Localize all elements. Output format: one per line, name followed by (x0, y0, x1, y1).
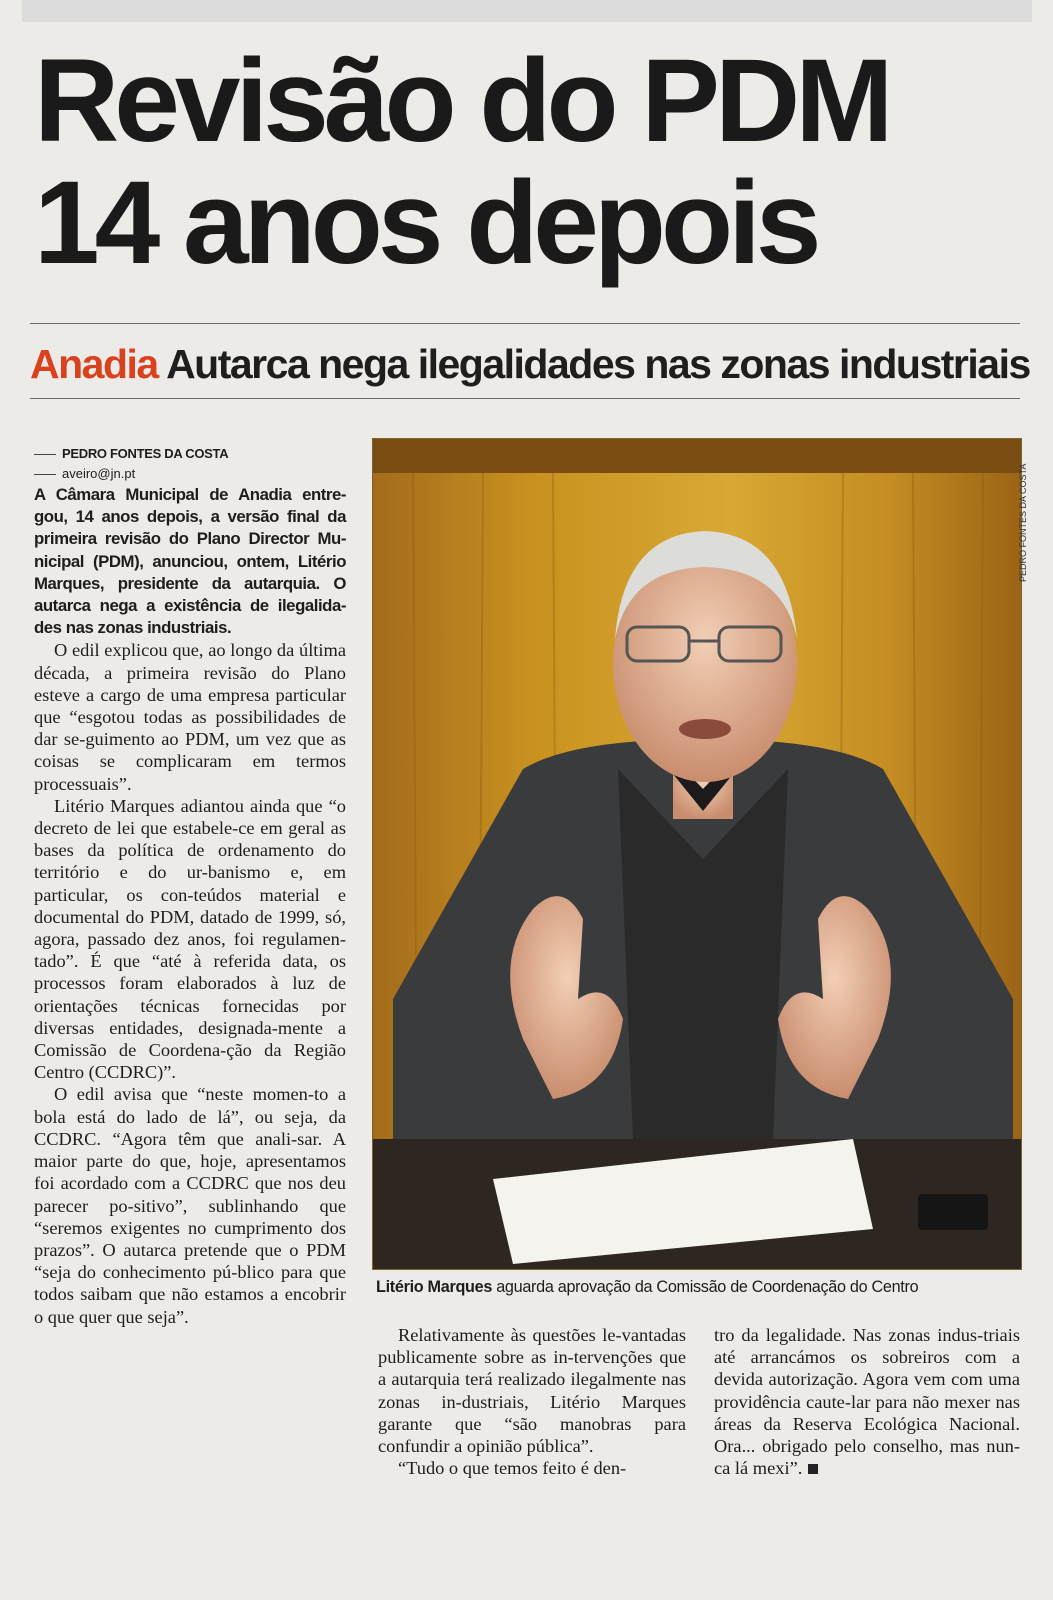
article-column-2 (378, 1324, 686, 1479)
caption-text: aguarda aprovação da Comissão de Coordenação do Centro (496, 1278, 919, 1296)
final-paragraph-text: tro da legalidade. Nas zonas indus-triais até arrancámos os sobreiros com a devida autorização. Agora vem com uma providência caute-lar para não mexer nas áreas da Reserva Ecológica Nacional. Ora... obrigado pelo conselho, mas nun-ca lá mexi”. (714, 1325, 1020, 1479)
author-name: PEDRO FONTES DA COSTA (62, 446, 229, 461)
body-paragraph: Litério Marques adiantou ainda que “o decreto de lei que estabele-ce em geral as bases da política de ordenamento do território e do ur-banismo e, em particular, os con-teúdos material e documental do PDM, datado de 1999, só, agora, passado dez anos, foi regulamen-tado”. É que “até à referida data, os processos foram elaborados à luz de orientações técnicas fornecidas por diversas entidades, designada-mente a Comissão de Coordena-ção da Região Centro (CCDRC)”. (34, 795, 346, 1083)
byline-dash (34, 454, 56, 455)
byline-dash (34, 474, 56, 475)
body-paragraph: Relativamente às questões le-vantadas publicamente sobre as in-tervenções que a autarquia terá realizado ilegalmente nas zonas in-dustriais, Litério Marques garante que “são manobras para confundir a opinião pública”. (378, 1325, 686, 1457)
kicker-location: Anadia (30, 341, 158, 387)
article-column-1 (34, 484, 346, 1328)
top-margin-band (22, 0, 1032, 22)
photo-caption (376, 1276, 1016, 1298)
lead-paragraph: A Câmara Municipal de Anadia entre-gou, 14 anos depois, a versão final da primeira revisão do Plano Director Mu-nicipal (PDM), anunciou, ontem, Litério Marques, presidente da autarquia. O autarca nega a existência de ilegalida-des nas zonas industriais. (34, 485, 346, 638)
subheadline (30, 340, 1030, 388)
rule-above-deck (30, 323, 1020, 324)
article-photo (372, 438, 1022, 1270)
photo-credit: PEDRO FONTES DA COSTA (1018, 463, 1028, 582)
deck: Autarca nega ilegalidades nas zonas industriais (166, 341, 1030, 387)
body-paragraph: O edil avisa que “neste momen-to a bola está do lado de lá”, ou seja, da CCDRC. “Agora têm que anali-sar. A maior parte do que, hoje, apresentamos foi acordado com a CCDRC que nos deu parecer po-sitivo”, sublinhando que “seremos exigentes no cumprimento dos prazos”. O autarca pretende que o PDM “seja do conhecimento pú-blico para que todos saibam que não estamos a encobrir o que quer que seja”. (34, 1084, 346, 1327)
headline (34, 35, 889, 289)
body-paragraph: “Tudo o que temos feito é den- (398, 1458, 627, 1479)
headline-line-2: 14 anos depois (34, 157, 817, 289)
caption-subject: Litério Marques (376, 1278, 493, 1296)
author-email: aveiro@jn.pt (62, 466, 136, 481)
body-paragraph-final (714, 1324, 1020, 1479)
rule-below-deck (30, 398, 1020, 399)
article-column-3 (714, 1324, 1020, 1479)
body-paragraph: O edil explicou que, ao longo da última década, a primeira revisão do Plano esteve a cargo de uma empresa particular que “esgotou todas as possibilidades de dar se-guimento ao PDM, um vez que as coisas se complicaram em termos processuais”. (34, 640, 346, 794)
end-of-article-mark (808, 1464, 818, 1474)
byline (34, 444, 228, 484)
photo-illustration (373, 439, 1021, 1269)
headline-line-1: Revisão do PDM (34, 35, 889, 167)
